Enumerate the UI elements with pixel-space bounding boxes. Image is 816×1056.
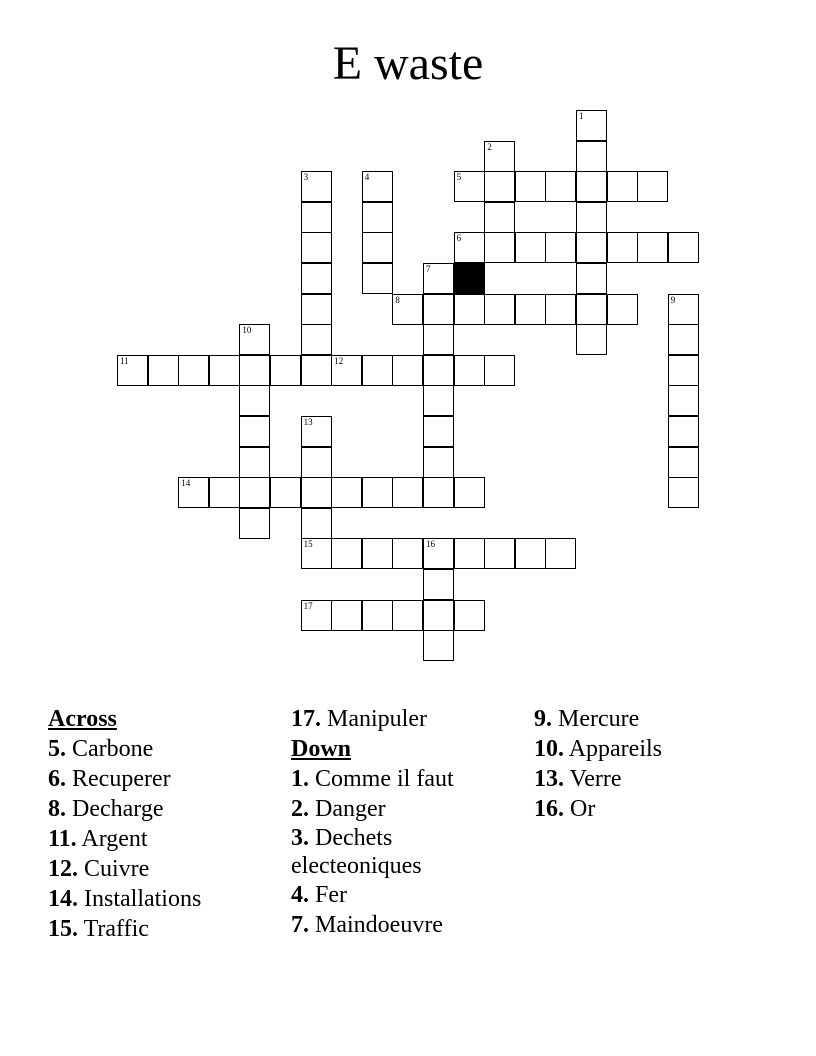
clue-down-4: 4. Fer [291, 882, 347, 908]
grid-cell[interactable] [484, 294, 515, 325]
grid-cell[interactable] [637, 171, 668, 202]
grid-cell[interactable] [423, 569, 454, 600]
grid-cell[interactable] [484, 141, 515, 172]
grid-cell[interactable] [484, 538, 515, 569]
grid-cell[interactable] [301, 416, 332, 447]
grid-cell[interactable] [423, 630, 454, 661]
grid-cell[interactable] [668, 355, 699, 386]
grid-cell[interactable] [423, 477, 454, 508]
grid-cell[interactable] [239, 447, 270, 478]
cell-number: 2 [487, 141, 492, 152]
grid-cell[interactable] [239, 416, 270, 447]
grid-cell[interactable] [209, 355, 240, 386]
grid-cell[interactable] [423, 355, 454, 386]
grid-cell[interactable] [423, 263, 454, 294]
cell-number: 9 [670, 294, 676, 305]
grid-cell[interactable] [392, 538, 423, 569]
grid-cell[interactable] [454, 171, 485, 202]
grid-cell[interactable] [607, 171, 638, 202]
grid-cell[interactable] [239, 508, 270, 539]
cell-number: 14 [181, 478, 191, 489]
grid-cell[interactable] [668, 294, 699, 325]
grid-cell[interactable] [423, 385, 454, 416]
grid-cell[interactable] [576, 141, 607, 172]
grid-cell[interactable] [423, 416, 454, 447]
grid-cell[interactable] [515, 294, 546, 325]
grid-cell[interactable] [362, 232, 393, 263]
grid-cell[interactable] [515, 171, 546, 202]
grid-cell[interactable] [362, 600, 393, 631]
cell-number: 17 [303, 600, 313, 611]
cell-number: 7 [426, 264, 431, 274]
cell-number: 15 [303, 539, 313, 550]
grid-cell[interactable] [515, 538, 546, 569]
clues-column-1 [48, 704, 283, 944]
grid-cell[interactable] [301, 171, 332, 202]
clue-across-8: 8. Decharge [48, 796, 164, 822]
grid-cell[interactable] [209, 477, 240, 508]
grid-cell[interactable] [362, 355, 393, 386]
grid-cell[interactable] [545, 232, 576, 263]
grid-cell[interactable] [239, 385, 270, 416]
grid-cell[interactable] [423, 538, 454, 569]
grid-cell[interactable] [423, 600, 454, 631]
grid-cell[interactable] [668, 324, 699, 355]
grid-cell[interactable] [301, 477, 332, 508]
grid-cell[interactable] [576, 232, 607, 263]
grid-cell[interactable] [331, 355, 362, 386]
cell-number: 6 [456, 233, 462, 244]
grid-cell[interactable] [515, 232, 546, 263]
grid-cell[interactable] [576, 110, 607, 141]
black-square [454, 263, 485, 294]
grid-cell[interactable] [331, 600, 362, 631]
grid-cell[interactable] [454, 294, 485, 325]
cell-number: 3 [303, 172, 309, 183]
clue-down-13: 13. Verre [534, 766, 622, 792]
grid-cell[interactable] [545, 538, 576, 569]
grid-cell[interactable] [301, 324, 332, 355]
grid-cell[interactable] [301, 232, 332, 263]
grid-cell[interactable] [423, 447, 454, 478]
grid-cell[interactable] [362, 538, 393, 569]
grid-cell[interactable] [270, 477, 301, 508]
grid-cell[interactable] [331, 538, 362, 569]
grid-cell[interactable] [668, 447, 699, 478]
grid-cell[interactable] [607, 294, 638, 325]
across-heading: Across [48, 706, 117, 732]
cell-number: 10 [242, 325, 252, 336]
grid-cell[interactable] [454, 600, 485, 631]
grid-cell[interactable] [362, 263, 393, 294]
clue-across-11: 11. Argent [48, 826, 148, 852]
grid-cell[interactable] [178, 355, 209, 386]
clue-down-7: 7. Maindoeuvre [291, 912, 443, 938]
grid-cell[interactable] [301, 508, 332, 539]
grid-cell[interactable] [576, 324, 607, 355]
grid-cell[interactable] [362, 202, 393, 233]
grid-cell[interactable] [454, 477, 485, 508]
clues-column-3 [534, 704, 774, 824]
clue-across-17: 17. Manipuler [291, 706, 427, 732]
grid-cell[interactable] [607, 232, 638, 263]
cell-number: 1 [579, 111, 584, 121]
grid-cell[interactable] [545, 171, 576, 202]
down-heading: Down [291, 736, 352, 762]
clues-column-2 [291, 704, 526, 940]
grid-cell[interactable] [454, 355, 485, 386]
grid-cell[interactable] [301, 447, 332, 478]
grid-cell[interactable] [331, 477, 362, 508]
clue-down-2: 2. Danger [291, 796, 386, 822]
grid-cell[interactable] [239, 324, 270, 355]
grid-cell[interactable] [576, 263, 607, 294]
grid-cell[interactable] [637, 232, 668, 263]
grid-cell[interactable] [301, 600, 332, 631]
grid-cell[interactable] [392, 600, 423, 631]
grid-cell[interactable] [668, 416, 699, 447]
grid-cell[interactable] [301, 202, 332, 233]
grid-cell[interactable] [239, 355, 270, 386]
grid-cell[interactable] [423, 294, 454, 325]
grid-cell[interactable] [362, 171, 393, 202]
clue-down-9: 9. Mercure [534, 706, 640, 732]
cell-number: 11 [120, 355, 129, 366]
cell-number: 12 [334, 355, 344, 366]
grid-cell[interactable] [454, 538, 485, 569]
grid-cell[interactable] [668, 385, 699, 416]
clue-down-1: 1. Comme il faut [291, 766, 454, 792]
clue-across-6: 6. Recuperer [48, 766, 171, 792]
grid-cell[interactable] [454, 232, 485, 263]
grid-cell[interactable] [484, 232, 515, 263]
puzzle-title: E waste [332, 37, 484, 90]
grid-cell[interactable] [423, 324, 454, 355]
grid-cell[interactable] [301, 355, 332, 386]
clue-across-5: 5. Carbone [48, 736, 154, 762]
grid-cell[interactable] [392, 355, 423, 386]
grid-cell[interactable] [484, 202, 515, 233]
cell-number: 4 [364, 172, 370, 183]
clue-down-10: 10. Appareils [534, 736, 662, 762]
grid-cell[interactable] [576, 294, 607, 325]
grid-cell[interactable] [239, 477, 270, 508]
grid-cell[interactable] [668, 477, 699, 508]
clue-down-16: 16. Or [534, 796, 596, 822]
cell-number: 16 [426, 539, 435, 550]
grid-cell[interactable] [484, 355, 515, 386]
grid-cell[interactable] [117, 355, 148, 386]
grid-cell[interactable] [392, 294, 423, 325]
grid-cell[interactable] [270, 355, 301, 386]
grid-cell[interactable] [392, 477, 423, 508]
clue-across-14: 14. Installations [48, 886, 202, 912]
clue-down-3: 3. Dechets electeoniques [291, 825, 422, 879]
cell-number: 13 [303, 417, 313, 427]
grid-cell[interactable] [362, 477, 393, 508]
grid-cell[interactable] [576, 202, 607, 233]
grid-cell[interactable] [545, 294, 576, 325]
clue-across-12: 12. Cuivre [48, 856, 150, 882]
grid-cell[interactable] [301, 263, 332, 294]
grid-cell[interactable] [301, 538, 332, 569]
cell-number: 8 [395, 294, 400, 305]
grid-cell[interactable] [148, 355, 179, 386]
grid-cell[interactable] [484, 171, 515, 202]
grid-cell[interactable] [668, 232, 699, 263]
grid-cell[interactable] [576, 171, 607, 202]
grid-cell[interactable] [178, 477, 209, 508]
clue-across-15: 15. Traffic [48, 916, 149, 942]
grid-cell[interactable] [301, 294, 332, 325]
cell-number: 5 [456, 172, 462, 183]
